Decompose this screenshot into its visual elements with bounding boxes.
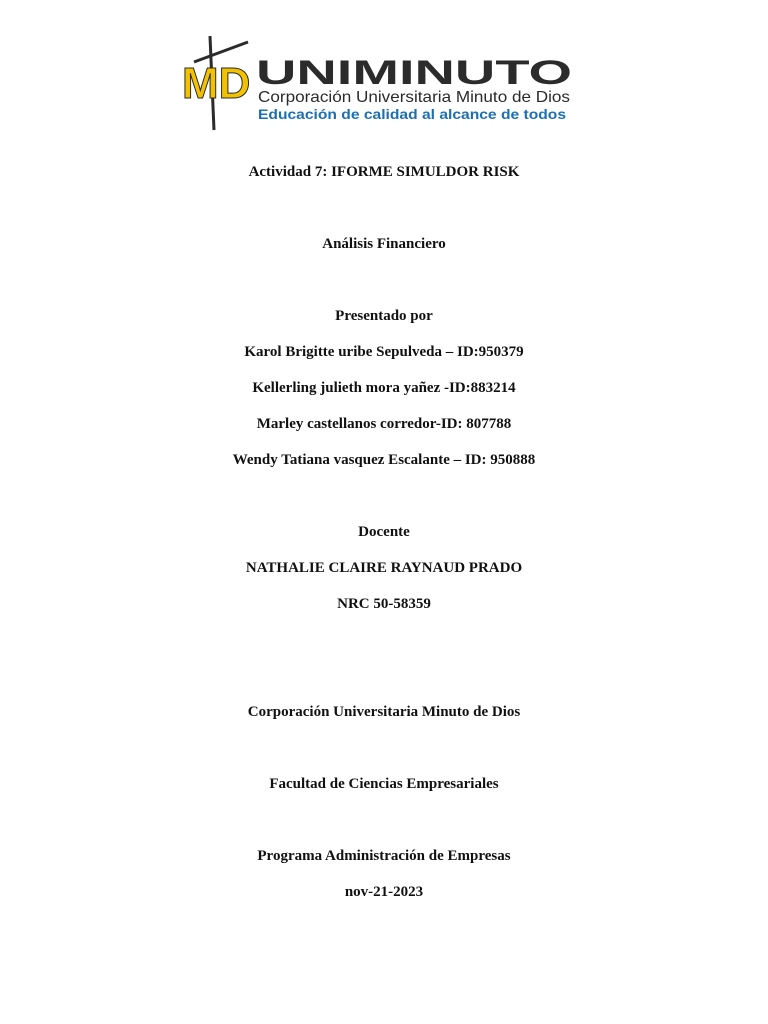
date: nov-21-2023 — [344, 884, 424, 900]
teacher-name: NATHALIE CLAIRE RAYNAUD PRADO — [245, 560, 523, 576]
program-name: Programa Administración de Empresas — [257, 848, 511, 864]
author-3: Marley castellanos corredor-ID: 807788 — [256, 416, 512, 432]
logo-monogram: MD — [182, 59, 251, 108]
nrc-code: NRC 50-58359 — [337, 596, 431, 612]
logo-slogan: Educación de calidad al alcance de todos — [258, 106, 567, 122]
activity-title: Actividad 7: IFORME SIMULDOR RISK — [248, 164, 520, 180]
author-1: Karol Brigitte uribe Sepulveda – ID:950379 — [244, 344, 524, 360]
uniminuto-logo — [180, 32, 580, 136]
logo-name: UNIMINUTO — [256, 54, 572, 92]
teacher-label: Docente — [358, 524, 410, 540]
author-2: Kellerling julieth mora yañez -ID:883214 — [252, 380, 516, 396]
subject-title: Análisis Financiero — [322, 236, 446, 252]
faculty-name: Facultad de Ciencias Empresariales — [269, 776, 499, 792]
institution-name: Corporación Universitaria Minuto de Dios — [247, 704, 521, 720]
logo-corporation: Corporación Universitaria Minuto de Dios — [258, 89, 570, 106]
logo-graphic — [180, 32, 580, 136]
author-4: Wendy Tatiana vasquez Escalante – ID: 950888 — [232, 452, 536, 468]
presented-by-label: Presentado por — [335, 308, 433, 324]
